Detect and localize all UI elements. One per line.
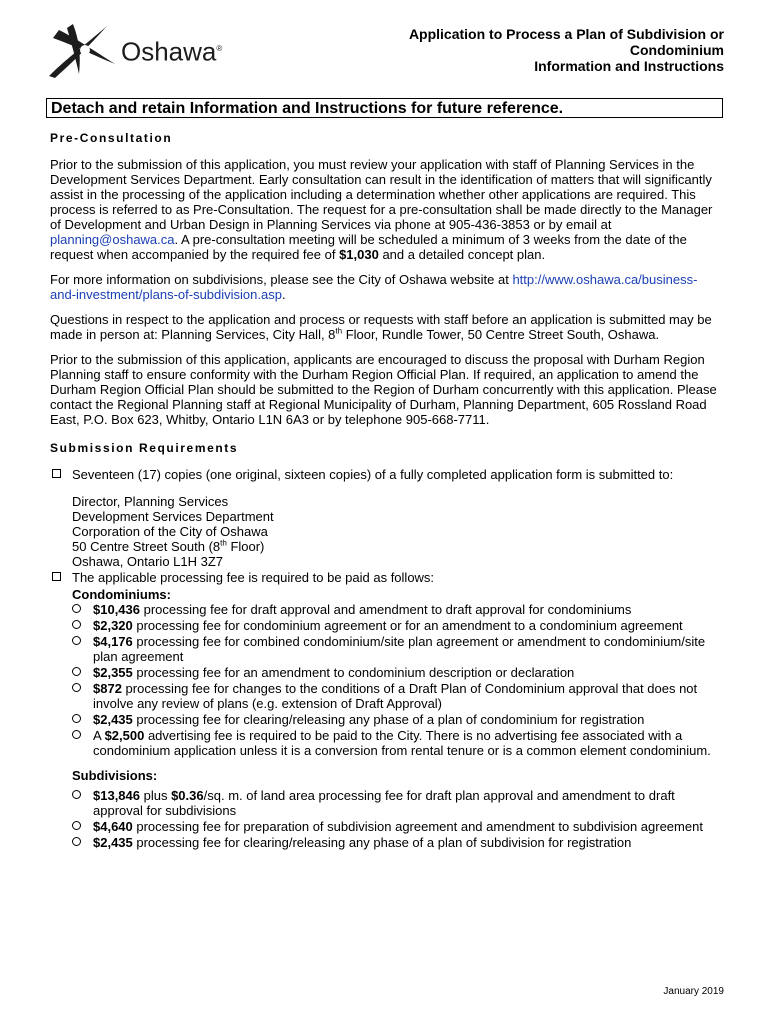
address-line: Development Services Department <box>72 509 274 524</box>
bullet-circle-icon <box>72 837 81 846</box>
bullet-circle-icon <box>72 730 81 739</box>
questions-paragraph: Questions in respect to the application and process or requests with staff before an application is submitted may be made in person at: Planning Services, City Hall, 8th Floor, Rundle Tower, 50 Centre Street South, Oshawa. <box>50 312 712 342</box>
condominium-fee-item: $2,435 processing fee for clearing/releasing any phase of a plan of condominium for registration <box>70 712 722 727</box>
address-line: Director, Planning Services <box>72 494 229 509</box>
fee-requirement-item: The applicable processing fee is required to be paid as follows: <box>50 570 722 585</box>
checkbox-icon <box>52 572 61 581</box>
durham-region-paragraph: Prior to the submission of this application, applicants are encouraged to discuss the proposal with Durham Region Planning staff to ensure conformity with the Durham Region Official Plan. If required, an application to amend the Durham Region Official Plan should be submitted to the Region of Durham concurrently with this application. Please contact the Regional Planning staff at Regional Municipality of Durham, Planning Department, 605 Rossland Road East, P.O. Box 623, Whitby, Ontario L1N 6A3 or by telephone 905-668-7711. <box>50 352 717 427</box>
address-line: Oshawa, Ontario L1H 3Z7 <box>72 554 224 569</box>
condominium-fee-list <box>50 602 722 758</box>
condominiums-heading: Condominiums: <box>72 587 171 602</box>
planning-email-link[interactable]: planning@oshawa.ca <box>50 232 175 247</box>
condominium-fee-item: $4,176 processing fee for combined condominium/site plan agreement or amendment to condominium/site plan agreement <box>70 634 722 664</box>
document-body <box>50 131 722 850</box>
website-paragraph: For more information on subdivisions, please see the City of Oshawa website at http://www.oshawa.ca/business-and-investment/plans-of-subdivision.asp. <box>50 272 698 302</box>
subdivisions-website-link[interactable]: http://www.oshawa.ca/business-and-investment/plans-of-subdivision.asp <box>50 272 698 302</box>
title-line-2: Condominium <box>629 42 724 58</box>
fee-amount: $2,355 <box>93 665 133 680</box>
address-line: 50 Centre Street South (8th Floor) <box>72 538 265 554</box>
bullet-circle-icon <box>72 636 81 645</box>
banner-text: Detach and retain Information and Instructions for future reference. <box>51 100 564 117</box>
preconsultation-fee: $1,030 <box>339 247 379 262</box>
bullet-circle-icon <box>72 790 81 799</box>
fee-amount: $2,435 <box>93 835 133 850</box>
fee-amount: $2,320 <box>93 618 133 633</box>
checkbox-icon <box>52 469 61 478</box>
title-line-3: Information and Instructions <box>534 58 724 74</box>
bullet-circle-icon <box>72 667 81 676</box>
condominium-fee-item: $10,436 processing fee for draft approval and amendment to draft approval for condominiums <box>70 602 722 617</box>
city-logo <box>45 20 245 80</box>
bullet-circle-icon <box>72 821 81 830</box>
oshawa-star-logo-icon <box>45 20 123 80</box>
submission-heading: Submission Requirements <box>50 441 239 455</box>
subdivision-fee-item: $4,640 processing fee for preparation of subdivision agreement and amendment to subdivision agreement <box>70 819 722 834</box>
subdivision-fee-item: $13,846 plus $0.36/sq. m. of land area processing fee for draft plan approval and amendment to draft approval for subdivisions <box>70 788 722 818</box>
logo-wordmark: Oshawa® <box>121 36 223 67</box>
fee-amount: $10,436 <box>93 602 140 617</box>
preconsultation-heading: Pre-Consultation <box>50 131 173 145</box>
fee-amount: $2,500 <box>104 728 145 743</box>
preconsultation-paragraph: Prior to the submission of this application, you must review your application with staff of Planning Services in the Development Services Department. Early consultation can result in the identification of matters that will significantly assist in the processing of the application including a determination whether other applications are required. This process is referred to as Pre-Consultation. The request for a pre-consultation shall be made directly to the Manager of Development and Urban Design in Planning Services via phone at 905-436-3853 or by email at planning@oshawa.ca. A pre-consultation meeting will be scheduled a minimum of 3 weeks from the date of the request when accompanied by the required fee of $1,030 and a detailed concept plan. <box>50 157 713 262</box>
subdivision-fee-list <box>50 788 722 850</box>
fee-amount: $4,176 <box>93 634 133 649</box>
fee-amount: $4,640 <box>93 819 133 834</box>
document-title <box>304 26 724 74</box>
fee-amount-secondary: $0.36 <box>171 788 204 803</box>
address-line: Corporation of the City of Oshawa <box>72 524 268 539</box>
bullet-circle-icon <box>72 620 81 629</box>
subdivision-fee-item: $2,435 processing fee for clearing/releasing any phase of a plan of subdivision for registration <box>70 835 722 850</box>
condominium-fee-item: $2,355 processing fee for an amendment to condominium description or declaration <box>70 665 722 680</box>
copies-requirement-item: Seventeen (17) copies (one original, sixteen copies) of a fully completed application form is submitted to: <box>50 467 722 482</box>
title-line-1: Application to Process a Plan of Subdivision or <box>408 26 724 42</box>
fee-amount: $13,846 <box>93 788 140 803</box>
condominium-fee-item: A $2,500 advertising fee is required to be paid to the City. There is no advertising fee associated with a condominium application unless it is a conversion from rental tenure or is a common element condominium. <box>70 728 722 758</box>
revision-date: January 2019 <box>663 986 724 997</box>
condominium-fee-item: $2,320 processing fee for condominium agreement or for an amendment to a condominium agreement <box>70 618 722 633</box>
condominium-fee-item: $872 processing fee for changes to the conditions of a Draft Plan of Condominium approval that does not involve any review of plans (e.g. extension of Draft Approval) <box>70 681 722 711</box>
mailing-address <box>50 494 722 569</box>
fee-amount: $2,435 <box>93 712 133 727</box>
bullet-circle-icon <box>72 604 81 613</box>
subdivisions-heading: Subdivisions: <box>72 768 158 783</box>
bullet-circle-icon <box>72 683 81 692</box>
detach-banner <box>46 98 723 118</box>
fee-amount: $872 <box>93 681 122 696</box>
bullet-circle-icon <box>72 714 81 723</box>
